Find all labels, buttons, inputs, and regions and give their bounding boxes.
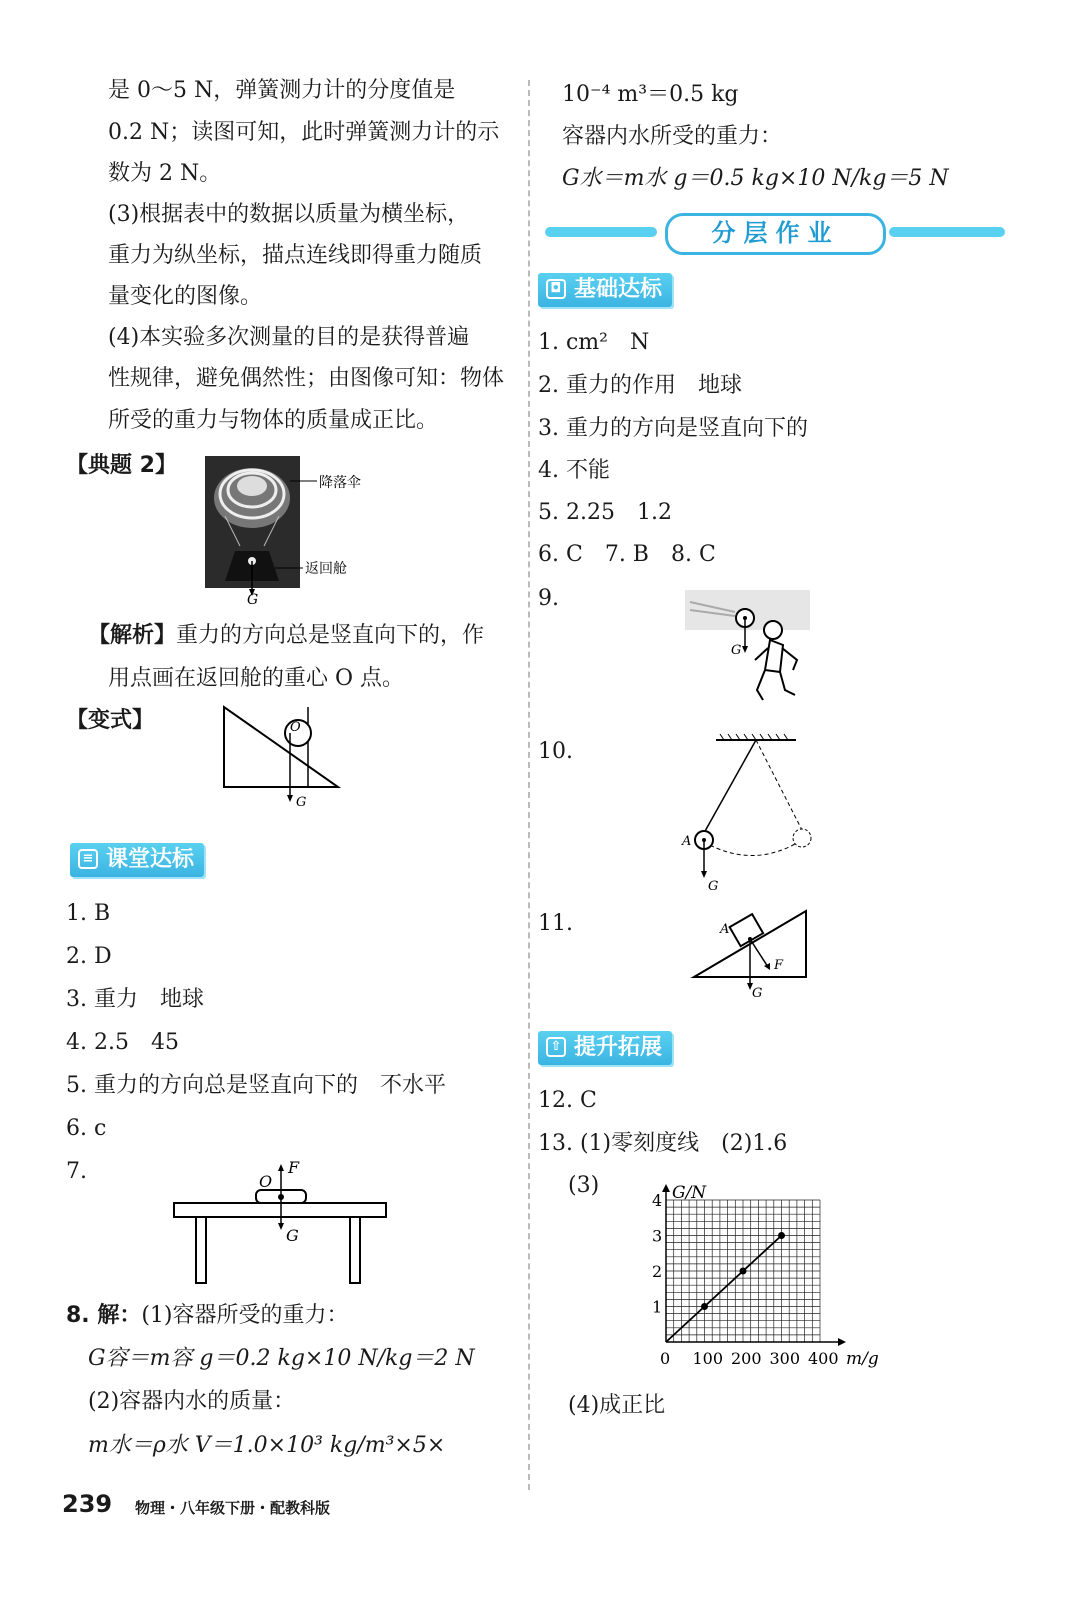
chart-axes bbox=[662, 1183, 879, 1369]
text-line: 用点画在返回舱的重心 O 点。 bbox=[108, 666, 405, 691]
jiexi-label: 【解析】 bbox=[88, 623, 177, 648]
q8-label: 8. 解： bbox=[66, 1303, 142, 1328]
parachute-figure bbox=[205, 456, 375, 606]
tisheng-heading bbox=[538, 1031, 672, 1065]
lock-icon: ◘ bbox=[546, 279, 566, 299]
data-point bbox=[778, 1232, 785, 1239]
point-a-label: A bbox=[682, 834, 692, 849]
text-line: 数为 2 N。 bbox=[108, 161, 222, 186]
answer-line: 3. 重力的方向是竖直向下的 bbox=[538, 416, 808, 441]
jiexi-text: 重力的方向总是竖直向下的，作 bbox=[176, 623, 485, 648]
answer-line: 10. bbox=[538, 739, 573, 764]
ketang-heading bbox=[70, 843, 204, 877]
fit-line bbox=[666, 1236, 782, 1343]
text-line: 是 0～5 N，弹簧测力计的分度值是 bbox=[108, 78, 456, 103]
x-tick-label: 300 bbox=[769, 1349, 801, 1368]
boy-icon bbox=[755, 621, 797, 700]
capsule-label: 返回舱 bbox=[305, 561, 347, 577]
x-axis-label: m/g bbox=[846, 1349, 879, 1369]
answer-line: 1. B bbox=[66, 901, 111, 926]
answer-line: 11. bbox=[538, 911, 573, 936]
answer-line: 6. c bbox=[66, 1116, 107, 1141]
answer-line: 4. 不能 bbox=[538, 458, 610, 483]
force-label: F bbox=[774, 958, 784, 973]
answer-line: (3) bbox=[568, 1173, 600, 1198]
gravity-label: G bbox=[296, 795, 307, 810]
q8-text: (1)容器所受的重力： bbox=[141, 1303, 349, 1328]
formula-line: 10⁻⁴ m³＝0.5 kg bbox=[562, 82, 739, 107]
text-line: (3)根据表中的数据以质量为横坐标， bbox=[108, 202, 470, 227]
bianshi-label: 【变式】 bbox=[66, 708, 155, 733]
answer-line: 6. C 7. B 8. C bbox=[538, 542, 716, 567]
page-number: 239 bbox=[62, 1490, 113, 1518]
y-tick-label: 1 bbox=[652, 1297, 663, 1317]
x-tick-label: 200 bbox=[731, 1349, 762, 1368]
banner-bar-right bbox=[889, 227, 1005, 237]
book-title: 物理・八年级下册・配教科版 bbox=[135, 1499, 331, 1517]
text-line: 重力为纵坐标，描点连线即得重力随质 bbox=[108, 243, 483, 268]
boy-ball-figure bbox=[685, 590, 815, 710]
gravity-label: G bbox=[731, 643, 742, 658]
table-figure bbox=[168, 1155, 398, 1290]
chart-marks bbox=[666, 1232, 785, 1342]
point-a-label: A bbox=[720, 922, 730, 937]
text-line: 量变化的图像。 bbox=[108, 284, 263, 309]
text-line: 所受的重力与物体的质量成正比。 bbox=[108, 408, 439, 433]
y-axis-label: G/N bbox=[672, 1183, 707, 1203]
incline-figure bbox=[220, 705, 350, 810]
x-tick-label: 100 bbox=[692, 1349, 724, 1368]
layered-homework-banner bbox=[545, 213, 1005, 251]
answer-line: 5. 2.25 1.2 bbox=[538, 500, 672, 525]
answer-line: (4)成正比 bbox=[568, 1393, 666, 1418]
answer-line: 7. bbox=[66, 1159, 87, 1184]
y-tick-label: 3 bbox=[652, 1226, 663, 1246]
center-label: O bbox=[290, 720, 301, 735]
y-axis-arrow bbox=[662, 1184, 670, 1192]
gravity-label: G bbox=[708, 879, 719, 894]
answer-line: 1. cm² N bbox=[538, 330, 650, 355]
answer-line: 2. D bbox=[66, 944, 112, 969]
jiexi-line bbox=[88, 620, 484, 652]
answer-line: 4. 2.5 45 bbox=[66, 1030, 179, 1055]
slope-block-figure bbox=[690, 905, 815, 1000]
banner-title: 分层作业 bbox=[665, 213, 886, 255]
force-label: F bbox=[288, 1158, 300, 1177]
gravity-label: G bbox=[752, 986, 763, 1000]
formula-line: G容＝m容 g＝0.2 kg×10 N/kg＝2 N bbox=[88, 1346, 475, 1371]
text-line: 容器内水所受的重力： bbox=[562, 124, 783, 149]
answer-line: 9. bbox=[538, 586, 559, 611]
jichu-heading bbox=[538, 273, 672, 307]
gravity-label: G bbox=[247, 592, 259, 606]
answer-line: 12. C bbox=[538, 1088, 597, 1113]
up-arrow-icon: ⇧ bbox=[546, 1037, 566, 1057]
text-line: (4)本实验多次测量的目的是获得普遍 bbox=[108, 325, 470, 350]
x-tick-label: 0 bbox=[660, 1349, 671, 1368]
x-tick-label: 400 bbox=[808, 1349, 839, 1368]
text-line: 0.2 N；读图可知，此时弹簧测力计的示 bbox=[108, 120, 500, 145]
banner-bar-left bbox=[545, 227, 657, 237]
block-icon bbox=[730, 914, 764, 946]
text-line: 性规律，避免偶然性；由图像可知：物体 bbox=[108, 366, 505, 391]
pendulum-figure bbox=[680, 730, 830, 895]
y-tick-label: 2 bbox=[652, 1262, 663, 1281]
formula-line: m水＝ρ水 V＝1.0×10³ kg/m³×5× bbox=[88, 1433, 446, 1458]
data-point bbox=[701, 1303, 708, 1310]
ketang-heading-text: 课堂达标 bbox=[106, 847, 195, 872]
answer-line: 5. 重力的方向总是竖直向下的 不水平 bbox=[66, 1073, 446, 1098]
answer-line: 3. 重力 地球 bbox=[66, 987, 204, 1012]
q8-line bbox=[66, 1300, 349, 1332]
gravity-label: G bbox=[286, 1226, 299, 1245]
y-tick-label: 4 bbox=[652, 1191, 663, 1210]
jichu-heading-text: 基础达标 bbox=[574, 277, 663, 302]
parachute-icon bbox=[214, 468, 290, 528]
tisheng-heading-text: 提升拓展 bbox=[574, 1035, 663, 1060]
x-axis-arrow bbox=[838, 1338, 846, 1346]
center-label: O bbox=[259, 1172, 273, 1191]
formula-line: G水＝m水 g＝0.5 kg×10 N/kg＝5 N bbox=[562, 166, 949, 191]
answer-line: 2. 重力的作用 地球 bbox=[538, 373, 742, 398]
parachute-label: 降落伞 bbox=[319, 475, 361, 491]
column-divider bbox=[528, 80, 530, 1490]
book-icon: ≡ bbox=[78, 849, 98, 869]
answer-line: 13. (1)零刻度线 (2)1.6 bbox=[538, 1131, 788, 1156]
data-point bbox=[740, 1268, 747, 1275]
text-line: (2)容器内水的质量： bbox=[88, 1389, 296, 1414]
gravity-mass-chart bbox=[640, 1170, 890, 1380]
dianti-label: 【典题 2】 bbox=[66, 453, 177, 478]
